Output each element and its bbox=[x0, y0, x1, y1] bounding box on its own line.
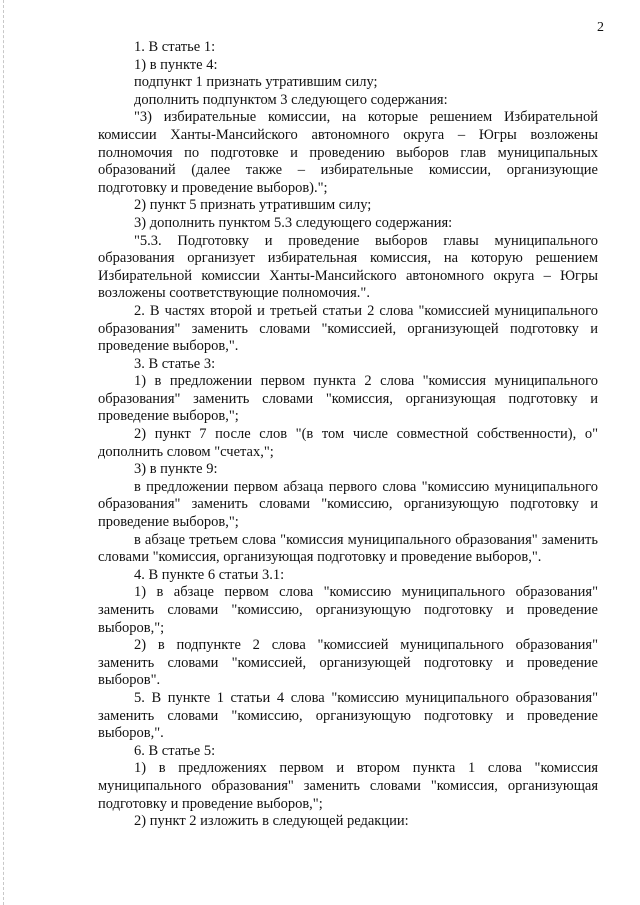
paragraph: 3) дополнить пунктом 5.3 следующего содержания: bbox=[134, 214, 453, 231]
paragraph: в предложении первом абзаца первого слова "комиссию муниципального образования" заменить словами "комиссию, организующую подготовку и проведение выборов,"; bbox=[98, 478, 598, 531]
paragraph: 3. В статье 3: bbox=[134, 355, 216, 372]
paragraph: 1) в предложениях первом и втором пункта 1 слова "комиссия муниципального образования" заменить словами "комиссия, организующая подготовку и проведение выборов,"; bbox=[98, 760, 598, 812]
paragraph: 4. В пункте 6 статьи 3.1: bbox=[134, 566, 285, 583]
paragraph: 2) пункт 2 изложить в следующей редакции: bbox=[134, 813, 409, 830]
paragraph: 3) в пункте 9: bbox=[134, 461, 218, 478]
paragraph: 1. В статье 1: bbox=[134, 39, 216, 55]
paragraph: дополнить подпунктом 3 следующего содержания: bbox=[134, 91, 448, 108]
paragraph: 2) пункт 7 после слов "(в том числе совместной собственности), о" дополнить словом "счетах,"; bbox=[98, 426, 598, 460]
scan-left-edge bbox=[3, 0, 4, 905]
paragraph: 5. В пункте 1 статьи 4 слова "комиссию муниципального образования" заменить словами "комиссию, организующую подготовку и проведение выборов,". bbox=[98, 689, 598, 742]
paragraph: 2) пункт 5 признать утратившим силу; bbox=[134, 197, 372, 214]
paragraph: 1) в пункте 4: bbox=[134, 56, 218, 73]
paragraph: в абзаце третьем слова "комиссия муниципального образования" заменить словами "комиссия, организующая подготовку и проведение выборов,". bbox=[98, 531, 598, 566]
paragraph: "5.3. Подготовку и проведение выборов главы муниципального образования организует избирательная комиссия, на которую решением Избирательной комиссии Ханты-Мансийского автономного округа – Югры возложены соответствующие полномочия.". bbox=[98, 232, 598, 302]
paragraph: 6. В статье 5: bbox=[134, 742, 216, 759]
paragraph: "3) избирательные комиссии, на которые решением Избирательной комиссии Ханты-Мансийского автономного округа – Югры возложены полномочия по подготовке и проведению выборов глав муниципальных образований (далее также – избирательные комиссии, организующие подготовку и проведение выборов)."; bbox=[98, 109, 598, 196]
paragraph: 1) в предложении первом пункта 2 слова "комиссия муниципального образования" заменить словами "комиссия, организующая подготовку и проведение выборов,"; bbox=[98, 373, 598, 425]
paragraph: 1) в абзаце первом слова "комиссию муниципального образования" заменить словами "комиссию, организующую подготовку и проведение выборов,"; bbox=[98, 584, 598, 636]
paragraph: подпункт 1 признать утратившим силу; bbox=[134, 74, 378, 91]
document-body bbox=[98, 39, 598, 831]
paragraph: 2. В частях второй и третьей статьи 2 слова "комиссией муниципального образования" заменить словами "комиссией, организующей подготовку и проведение выборов,". bbox=[98, 302, 598, 355]
page-number: 2 bbox=[597, 20, 604, 35]
paragraph: 2) в подпункте 2 слова "комиссией муниципального образования" заменить словами "комиссией, организующей подготовку и проведение выборов". bbox=[98, 637, 598, 689]
